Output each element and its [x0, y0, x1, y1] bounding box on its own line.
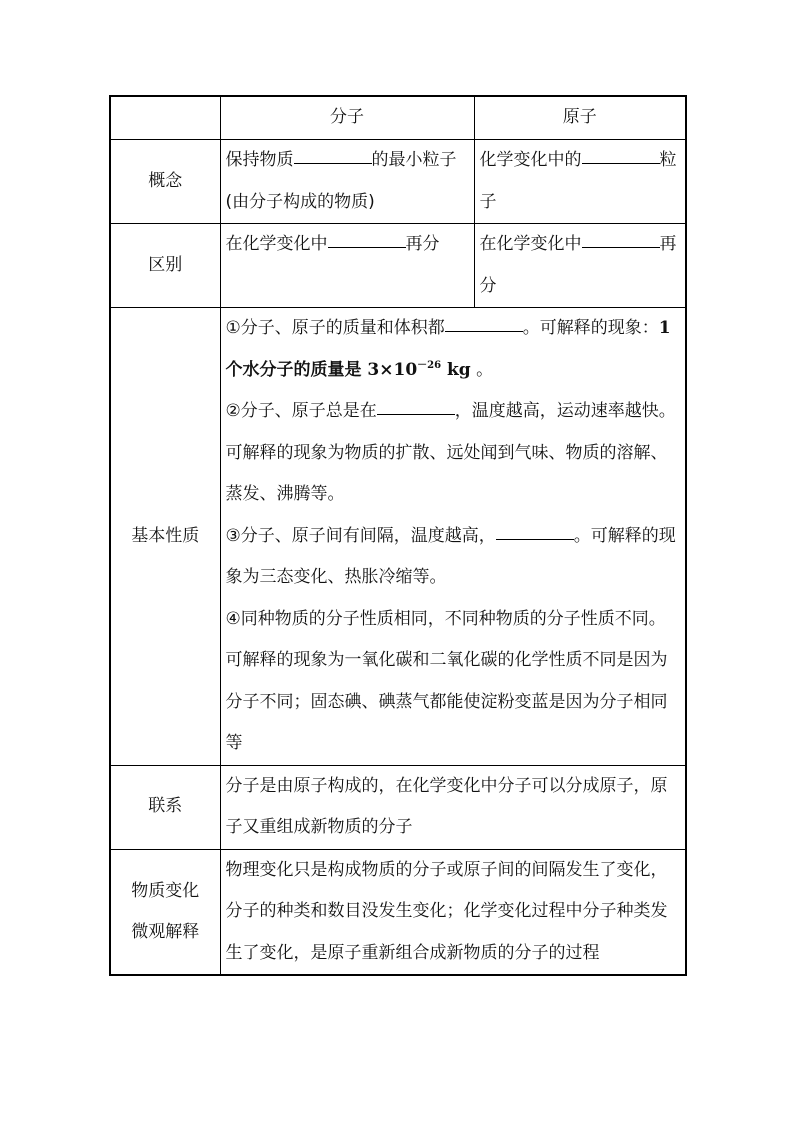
concept-atom-text-b: 粒子 — [479, 150, 677, 212]
property-3-text-a: ③分子、原子间有间隔，温度越高， — [225, 525, 496, 546]
blank-line — [582, 162, 660, 164]
concept-atom-cell — [474, 140, 686, 224]
property-2-text-b: ，温度越高，运动速率越快。可解释的现象为物质的扩散、远处闻到气味、物质的溶解、蒸发、沸腾等。 — [225, 401, 676, 504]
properties-label: 基本性质 — [110, 308, 220, 766]
difference-molecule-text-b: 再分 — [405, 234, 440, 254]
header-empty-cell — [110, 96, 220, 140]
concept-molecule-text-b: 的最小粒子(由分子构成的物质) — [225, 150, 457, 212]
molecule-atom-table — [109, 95, 687, 976]
difference-atom-text-b: 再分 — [479, 234, 677, 296]
difference-label: 区别 — [110, 224, 220, 308]
micro-label — [110, 849, 220, 975]
property-1-text-b: 。可解释的现象： — [522, 318, 659, 338]
micro-row — [110, 849, 686, 975]
concept-label: 概念 — [110, 140, 220, 224]
property-4: ④同种物质的分子性质相同，不同种物质的分子性质不同。可解释的现象为一氧化碳和二氧化碳的化学性质不同是因为分子不同；固态碘、碘蒸气都能使淀粉变蓝是因为分子相同等 — [225, 608, 668, 753]
difference-molecule-cell — [220, 224, 474, 308]
relation-row — [110, 765, 686, 849]
micro-label-line-1: 物质变化 — [131, 880, 200, 901]
water-mass-base: 1 个水分子的质量是 3×10 — [225, 318, 671, 380]
header-atom: 原子 — [474, 96, 686, 140]
difference-atom-text-a: 在化学变化中 — [479, 234, 582, 254]
blank-line — [328, 246, 406, 248]
blank-line — [582, 246, 660, 248]
concept-molecule-text-a: 保持物质 — [225, 150, 294, 170]
header-row — [110, 96, 686, 140]
properties-cell — [220, 308, 686, 766]
blank-line — [377, 413, 455, 415]
relation-text: 分子是由原子构成的，在化学变化中分子可以分成原子，原子又重组成新物质的分子 — [220, 765, 686, 849]
property-3-text-b: 。可解释的现象为三态变化、热胀冷缩等。 — [225, 525, 676, 587]
water-mass-exponent: －26 — [417, 359, 442, 371]
difference-row — [110, 224, 686, 308]
difference-atom-cell — [474, 224, 686, 308]
property-2 — [226, 391, 681, 516]
header-molecule: 分子 — [220, 96, 474, 140]
water-mass-unit: kg — [441, 359, 471, 380]
property-2-text-a: ②分子、原子总是在 — [225, 401, 377, 421]
properties-row — [110, 308, 686, 766]
micro-text: 物理变化只是构成物质的分子或原子间的间隔发生了变化，分子的种类和数目没发生变化；化学变化过程中分子种类发生了变化，是原子重新组合成新物质的分子的过程 — [220, 849, 686, 975]
blank-line — [445, 330, 523, 332]
property-1 — [226, 308, 681, 391]
blank-line — [496, 538, 574, 540]
difference-molecule-text-a: 在化学变化中 — [225, 234, 328, 254]
concept-row — [110, 140, 686, 224]
micro-label-line-2: 微观解释 — [131, 921, 200, 942]
concept-atom-text-a: 化学变化中的 — [479, 150, 582, 170]
property-1-end: 。 — [470, 359, 494, 380]
property-3 — [226, 516, 681, 599]
relation-label: 联系 — [110, 765, 220, 849]
blank-line — [294, 162, 372, 164]
property-1-text-a: ①分子、原子的质量和体积都 — [225, 318, 445, 338]
concept-molecule-cell — [220, 140, 474, 224]
